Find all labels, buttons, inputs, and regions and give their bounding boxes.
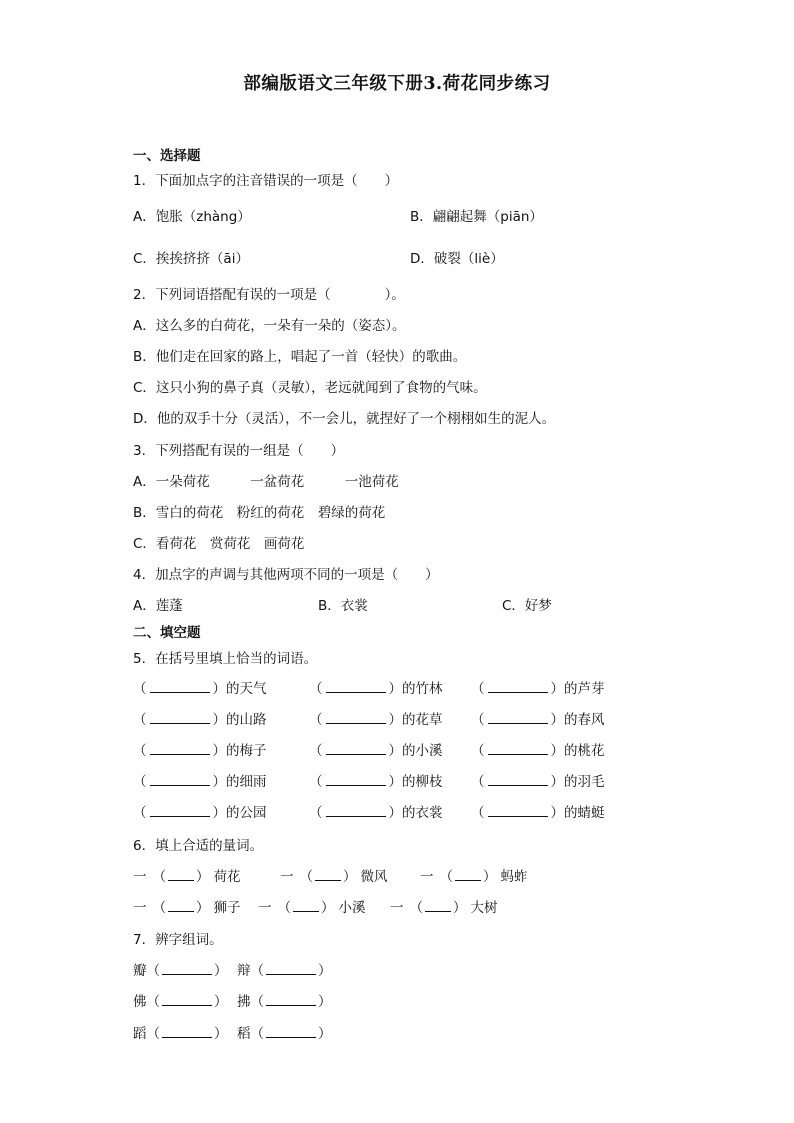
number-one: 一: [390, 900, 404, 916]
question-4-option-a: A．莲蓬: [133, 598, 183, 614]
paren-open: （: [309, 681, 323, 697]
phrase-text: 的公园: [226, 805, 267, 821]
paren-close: ）: [196, 869, 210, 885]
paren-close: ）: [388, 681, 402, 697]
paren-open: （: [309, 774, 323, 790]
number-one: 一: [420, 869, 434, 885]
question-1-stem: 1．下面加点字的注音错误的一项是（ ）: [133, 173, 399, 189]
answer-blank[interactable]: [150, 681, 210, 693]
question-5-blank-item: [309, 773, 443, 791]
answer-blank[interactable]: [326, 681, 386, 693]
character-text: 稻: [237, 1026, 251, 1042]
answer-blank[interactable]: [326, 712, 386, 724]
number-one: 一: [258, 900, 272, 916]
question-5-blank-item: [133, 773, 267, 791]
paren-open: （: [439, 869, 453, 885]
paren-close: ）: [321, 900, 335, 916]
section-heading-choice: 一、选择题: [133, 148, 201, 164]
paren-open: （: [299, 869, 313, 885]
question-3-option-a: A．一朵荷花 一盆荷花 一池荷花: [133, 474, 399, 490]
answer-blank[interactable]: [326, 774, 386, 786]
paren-open: （: [152, 869, 166, 885]
number-one: 一: [280, 869, 294, 885]
question-1-option-b: B．翩翩起舞（piān）: [410, 209, 543, 225]
paren-open: （: [133, 743, 147, 759]
answer-blank[interactable]: [162, 1026, 212, 1038]
paren-close: ）: [453, 900, 467, 916]
question-6-blank-item: [133, 899, 241, 917]
paren-open: （: [471, 743, 485, 759]
paren-close: ）: [388, 712, 402, 728]
paren-close: ）: [212, 681, 226, 697]
question-2-option-c: C．这只小狗的鼻子真（灵敏），老远就闻到了食物的气味。: [133, 380, 487, 396]
character-text: 蹈: [133, 1026, 147, 1042]
question-2-stem: 2．下列词语搭配有误的一项是（ ）。: [133, 287, 405, 303]
paren-close: ）: [214, 1026, 228, 1042]
question-4-option-c: C．好梦: [502, 598, 552, 614]
paren-close: ）: [550, 805, 564, 821]
paren-close: ）: [212, 743, 226, 759]
question-5-blank-item: [133, 711, 267, 729]
question-3-stem: 3．下列搭配有误的一组是（ ）: [133, 443, 345, 459]
answer-blank[interactable]: [488, 681, 548, 693]
paren-close: ）: [196, 900, 210, 916]
noun-text: 蚂蚱: [500, 869, 528, 885]
question-1-option-c: C．挨挨挤挤（āi）: [133, 251, 249, 267]
paren-open: （: [146, 1026, 160, 1042]
phrase-text: 的芦芽: [564, 681, 605, 697]
phrase-text: 的细雨: [226, 774, 267, 790]
paren-close: ）: [318, 1026, 332, 1042]
question-4-option-b: B．衣裳: [318, 598, 368, 614]
answer-blank[interactable]: [266, 1026, 316, 1038]
question-5-blank-item: [133, 742, 267, 760]
paren-open: （: [133, 712, 147, 728]
paren-close: ）: [318, 994, 332, 1010]
section-heading-fill: 二、填空题: [133, 625, 201, 641]
paren-open: （: [250, 1026, 264, 1042]
question-5-blank-item: [471, 804, 605, 822]
paren-close: ）: [388, 805, 402, 821]
paren-open: （: [250, 994, 264, 1010]
character-text: 拂: [237, 994, 251, 1010]
phrase-text: 的山路: [226, 712, 267, 728]
answer-blank[interactable]: [455, 869, 481, 881]
answer-blank[interactable]: [168, 900, 194, 912]
phrase-text: 的小溪: [402, 743, 443, 759]
paren-close: ）: [212, 805, 226, 821]
paren-close: ）: [550, 774, 564, 790]
paren-open: （: [309, 743, 323, 759]
question-6-blank-item: [420, 868, 528, 886]
paren-open: （: [146, 994, 160, 1010]
paren-close: ）: [212, 712, 226, 728]
character-text: 辩: [237, 963, 251, 979]
paren-open: （: [250, 963, 264, 979]
answer-blank[interactable]: [168, 869, 194, 881]
paren-open: （: [471, 774, 485, 790]
question-5-stem: 5．在括号里填上恰当的词语。: [133, 651, 318, 667]
noun-text: 大树: [470, 900, 498, 916]
answer-blank[interactable]: [150, 774, 210, 786]
question-7-stem: 7．辨字组词。: [133, 932, 223, 948]
paren-open: （: [133, 681, 147, 697]
paren-open: （: [471, 681, 485, 697]
paren-close: ）: [214, 994, 228, 1010]
question-2-option-d: D．他的双手十分（灵活），不一会儿，就捏好了一个栩栩如生的泥人。: [133, 411, 556, 427]
phrase-text: 的柳枝: [402, 774, 443, 790]
question-2-option-a: A．这么多的白荷花，一朵有一朵的（姿态）。: [133, 318, 406, 334]
question-3-option-c: C．看荷花 赏荷花 画荷花: [133, 536, 305, 552]
paren-open: （: [133, 774, 147, 790]
question-7-blank-item: [133, 993, 228, 1011]
paren-open: （: [152, 900, 166, 916]
paren-open: （: [309, 712, 323, 728]
question-6-stem: 6．填上合适的量词。: [133, 838, 264, 854]
answer-blank[interactable]: [326, 743, 386, 755]
phrase-text: 的竹林: [402, 681, 443, 697]
question-5-blank-item: [471, 773, 605, 791]
question-7-blank-item: [133, 962, 228, 980]
paren-close: ）: [550, 681, 564, 697]
question-5-blank-item: [133, 680, 267, 698]
page-title: 部编版语文三年级下册3.荷花同步练习: [243, 74, 551, 94]
phrase-text: 的春风: [564, 712, 605, 728]
question-5-blank-item: [133, 804, 267, 822]
paren-open: （: [133, 805, 147, 821]
phrase-text: 的梅子: [226, 743, 267, 759]
answer-blank[interactable]: [162, 994, 212, 1006]
question-4-stem: 4．加点字的声调与其他两项不同的一项是（ ）: [133, 567, 439, 583]
phrase-text: 的桃花: [564, 743, 605, 759]
phrase-text: 的蜻蜓: [564, 805, 605, 821]
character-text: 瓣: [133, 963, 147, 979]
paren-open: （: [146, 963, 160, 979]
answer-blank[interactable]: [150, 805, 210, 817]
question-3-option-b: B．雪白的荷花 粉红的荷花 碧绿的荷花: [133, 505, 386, 521]
paren-close: ）: [388, 743, 402, 759]
question-5-blank-item: [309, 742, 443, 760]
answer-blank[interactable]: [266, 963, 316, 975]
question-6-blank-item: [258, 899, 366, 917]
question-7-blank-item: [237, 962, 332, 980]
question-5-blank-item: [471, 742, 605, 760]
paren-open: （: [471, 805, 485, 821]
answer-blank[interactable]: [488, 743, 548, 755]
noun-text: 狮子: [213, 900, 241, 916]
paren-close: ）: [214, 963, 228, 979]
noun-text: 微风: [360, 869, 388, 885]
paren-open: （: [471, 712, 485, 728]
phrase-text: 的羽毛: [564, 774, 605, 790]
paren-close: ）: [343, 869, 357, 885]
paren-open: （: [409, 900, 423, 916]
answer-blank[interactable]: [488, 712, 548, 724]
question-1-option-a: A．饱胀（zhàng）: [133, 209, 251, 225]
paren-close: ）: [318, 963, 332, 979]
answer-blank[interactable]: [326, 805, 386, 817]
answer-blank[interactable]: [150, 743, 210, 755]
answer-blank[interactable]: [315, 869, 341, 881]
paren-open: （: [277, 900, 291, 916]
noun-text: 荷花: [213, 869, 241, 885]
question-6-blank-item: [280, 868, 388, 886]
question-7-blank-item: [237, 993, 332, 1011]
question-7-blank-item: [133, 1025, 228, 1043]
number-one: 一: [133, 900, 147, 916]
phrase-text: 的衣裳: [402, 805, 443, 821]
number-one: 一: [133, 869, 147, 885]
answer-blank[interactable]: [488, 774, 548, 786]
paren-close: ）: [483, 869, 497, 885]
question-6-blank-item: [390, 899, 498, 917]
phrase-text: 的天气: [226, 681, 267, 697]
question-5-blank-item: [309, 711, 443, 729]
answer-blank[interactable]: [162, 963, 212, 975]
question-6-blank-item: [133, 868, 241, 886]
paren-close: ）: [550, 712, 564, 728]
question-5-blank-item: [471, 711, 605, 729]
question-5-blank-item: [309, 804, 443, 822]
answer-blank[interactable]: [150, 712, 210, 724]
noun-text: 小溪: [338, 900, 366, 916]
paren-close: ）: [550, 743, 564, 759]
question-5-blank-item: [471, 680, 605, 698]
question-2-option-b: B．他们走在回家的路上，唱起了一首（轻快）的歌曲。: [133, 349, 467, 365]
answer-blank[interactable]: [266, 994, 316, 1006]
paren-close: ）: [212, 774, 226, 790]
question-7-blank-item: [237, 1025, 332, 1043]
question-1-option-d: D．破裂（liè）: [410, 251, 504, 267]
answer-blank[interactable]: [293, 900, 319, 912]
paren-open: （: [309, 805, 323, 821]
phrase-text: 的花草: [402, 712, 443, 728]
answer-blank[interactable]: [425, 900, 451, 912]
character-text: 佛: [133, 994, 147, 1010]
answer-blank[interactable]: [488, 805, 548, 817]
question-5-blank-item: [309, 680, 443, 698]
paren-close: ）: [388, 774, 402, 790]
